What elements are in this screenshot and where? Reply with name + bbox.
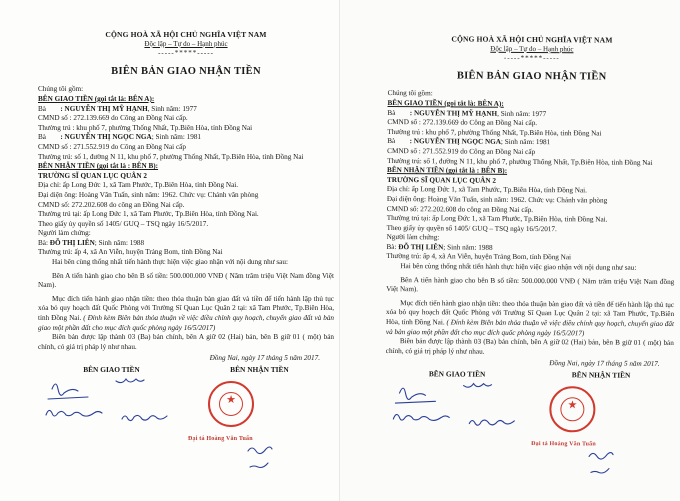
- witness-residence: Thường trú: ấp 4, xã An Viễn, huyện Trảng Bom, tỉnh Đồng Nai: [38, 248, 223, 257]
- document-body-copy: [385, 34, 676, 491]
- signature-area: [38, 375, 334, 485]
- org-representative: Đại diện ông: Hoàng Văn Tuấn, sinh năm: 1962. Chức vụ: Chánh văn phòng: [386, 194, 608, 205]
- party-a1-residence: Thường trú : khu phố 7, phường Thống Nhất, Tp.Biên Hòa, tỉnh Đồng Nai: [387, 127, 602, 138]
- intro-line: Chúng tôi gồm:: [387, 89, 433, 98]
- witness-line: Bà: ĐỖ THỊ LIÊN; Sinh năm: 1988: [386, 242, 493, 252]
- body-copies: Biên bản được lập thành 03 (Ba) bản chính, bên A giữ 02 (Hai) bản, bên B giữ 01 ( một) bản chính, có giá trị pháp lý như nhau.: [385, 337, 674, 356]
- party-a1-residence: Thường trú : khu phố 7, phường Thống Nhất, Tp.Biên Hòa, tỉnh Đồng Nai: [38, 123, 253, 132]
- document-body: [38, 30, 334, 485]
- org-representative: Đại diện ông: Hoàng Văn Tuấn, sinh năm: 1962. Chức vụ: Chánh văn phòng: [38, 190, 259, 199]
- official-stamp: [549, 386, 595, 432]
- giver-heading: BÊN GIAO TIỀN (gọi tắt là: BÊN A):: [387, 98, 504, 108]
- stamp-star-icon: ★: [226, 393, 236, 406]
- date-line: Đồng Nai, ngày 17 tháng 5 năm 2017.: [209, 354, 320, 363]
- document-title: BIÊN BẢN GIAO NHẬN TIỀN: [111, 65, 261, 77]
- body-purpose: Mục đích tiến hành giao nhận tiền: theo thỏa thuận bàn giao đất và tiền để tiến hành lập thủ tục xóa bỏ quy hoạch đất Quốc Phòng với Trường Sĩ Quan Lục Quân 2 tại: xã Tam Phước, Tp.Biên Hòa, tỉnh Đồng Nai. ( Đính kèm Biên bản thỏa thuận về việc điều chỉnh quy hoạch, chuyển giao đất và bàn giao một phần đất cho mục đích quốc phòng ngày 16/5/2017): [38, 294, 335, 332]
- representative-residence: Thường trú tại: ấp Long Đức 1, xã Tam Phước, Tp.Biên Hòa, tỉnh Đồng Nai.: [38, 210, 259, 219]
- witness-residence: Thường trú: ấp 4, xã An Viễn, huyện Trảng Bom, tỉnh Đồng Nai: [386, 252, 572, 262]
- org-address: Địa chỉ: ấp Long Đức 1, xã Tam Phước, Tp.Biên Hòa, tỉnh Đồng Nai.: [38, 181, 239, 190]
- party-a1-id: CMND số : 272.139.669 do Công an Đồng Nai cấp.: [387, 118, 538, 128]
- giver-signature-heading: BÊN GIAO TIỀN: [428, 369, 486, 379]
- org-address: Địa chỉ: ấp Long Đức 1, xã Tam Phước, Tp.Biên Hòa, tỉnh Đồng Nai.: [386, 185, 588, 195]
- handwritten-signatures: [38, 375, 334, 485]
- party-a2-residence: Thường trú: số 1, đường N 11, khu phố 7, phường Thống Nhất, Tp.Biên Hòa, tỉnh Đồng Nai: [387, 156, 653, 167]
- witness-heading: Người làm chứng:: [386, 233, 440, 242]
- stamp-star-icon: ★: [567, 398, 578, 411]
- official-stamp: [208, 381, 254, 427]
- agreement-line: Hai bên cùng thống nhất tiến hành thực hiện việc giao nhận với nội dung như sau:: [400, 262, 637, 272]
- representative-residence: Thường trú tại: ấp Long Đức 1, xã Tam Phước, Tp.Biên Hòa, tỉnh Đồng Nai.: [386, 214, 608, 224]
- star-divider: -----*****-----: [158, 49, 214, 58]
- party-a2: Bà : NGUYỄN THỊ NGỌC NGA; Sinh năm: 1981: [38, 133, 202, 142]
- org-name: TRƯỜNG SĨ QUAN LỤC QUÂN 2: [386, 175, 496, 185]
- receiver-heading: BÊN NHẬN TIỀN (gọi tắt là : BÊN B):: [387, 166, 508, 175]
- body-purpose: Mục đích tiến hành giao nhận tiền: theo thỏa thuận bàn giao đất và tiền để tiến hành lập thủ tục xóa bỏ quy hoạch đất Quốc Phòng với Trường Sĩ Quan Lục Quân 2 tại: xã Tam Phước, Tp.Biên Hòa, tỉnh Đồng Nai. ( Đính kèm Biên bản thỏa thuận về việc điều chỉnh quy hoạch, chuyển giao đất và bàn giao một phần đất cho mục đích quốc phòng ngày 16/5/2017): [385, 298, 675, 338]
- receiver-signature-heading: BÊN NHẬN TIỀN: [571, 370, 631, 380]
- stamp-name-label: Đại tá Hoàng Văn Tuấn: [188, 435, 253, 442]
- org-name: TRƯỜNG SĨ QUAN LỤC QUÂN 2: [38, 171, 147, 180]
- document-title: BIÊN BẢN GIAO NHẬN TIỀN: [456, 70, 607, 83]
- authorization: Theo giấy ủy quyền số 1405/ GUQ – TSQ ngày 16/5/2017.: [38, 219, 209, 228]
- signature-area: [385, 379, 674, 491]
- party-a1-id: CMND số : 272.139.669 do Công an Đồng Nai cấp.: [38, 114, 188, 123]
- body-amount: Bên A tiến hành giao cho bên B số tiền: 500.000.000 VNĐ ( Năm trăm triệu Việt Nam đồng Việt Nam).: [386, 275, 675, 294]
- agreement-line: Hai bên cùng thống nhất tiến hành thực hiện việc giao nhận với nội dung như sau:: [52, 258, 288, 267]
- party-a1: Bà : NGUYỄN THỊ MỸ HẠNH, Sinh năm: 1977: [38, 104, 197, 113]
- party-a1: Bà : NGUYỄN THỊ MỸ HẠNH, Sinh năm: 1977: [387, 108, 547, 118]
- authorization: Theo giấy ủy quyền số 1405/ GUQ – TSQ ngày 16/5/2017.: [386, 223, 557, 233]
- handwritten-signatures: [385, 379, 674, 491]
- party-a2-id: CMND số : 271.552.919 do Công an Đồng Nai cấp: [387, 146, 536, 156]
- national-title: CỘNG HOÀ XÃ HỘI CHỦ NGHĨA VIỆT NAM: [451, 34, 613, 45]
- representative-id: CMND số: 272.202.608 do công an Đồng Nai cấp.: [38, 200, 185, 209]
- giver-signature-heading: BÊN GIAO TIỀN: [83, 365, 140, 374]
- motto: Độc lập – Tự do – Hạnh phúc: [144, 39, 228, 48]
- date-line: Đồng Nai, ngày 17 tháng 5 năm 2017.: [549, 359, 660, 369]
- giver-heading: BÊN GIAO TIỀN (gọi tắt là: BÊN A):: [38, 94, 155, 103]
- motto: Độc lập – Tự do – Hạnh phúc: [490, 44, 574, 53]
- star-divider: -----*****-----: [503, 53, 560, 63]
- national-title: CỘNG HOÀ XÃ HỘI CHỦ NGHĨA VIỆT NAM: [105, 30, 267, 39]
- document-page-right: [340, 0, 680, 501]
- representative-id: CMND số: 272.202.608 do công an Đồng Nai cấp.: [386, 204, 534, 214]
- receiver-heading: BÊN NHẬN TIỀN (gọi tắt là : BÊN B):: [38, 162, 159, 171]
- stamp-name-label: Đại tá Hoàng Văn Tuấn: [531, 440, 596, 448]
- witness-heading: Người làm chứng:: [38, 229, 91, 238]
- intro-line: Chúng tôi gồm:: [38, 85, 84, 94]
- receiver-signature-heading: BÊN NHẬN TIỀN: [230, 365, 289, 374]
- body-amount: Bên A tiến hành giao cho bên B số tiền: 500.000.000 VNĐ ( Năm trăm triệu Việt Nam đồng Việt Nam).: [38, 271, 334, 290]
- party-a2-id: CMND số : 271.552.919 do Công an Đồng Nai cấp: [38, 142, 186, 151]
- signature-headings: [38, 365, 334, 375]
- witness-line: Bà: ĐỖ THỊ LIÊN; Sinh năm: 1988: [38, 238, 145, 247]
- party-a2-residence: Thường trú: số 1, đường N 11, khu phố 7, phường Thống Nhất, Tp.Biên Hòa, tỉnh Đồng Nai: [38, 152, 304, 161]
- party-a2: Bà : NGUYỄN THỊ NGỌC NGA; Sinh năm: 1981: [387, 137, 551, 147]
- body-copies: Biên bản được lập thành 03 (Ba) bản chính, bên A giữ 02 (Hai) bản, bên B giữ 01 ( một) bản chính, có giá trị pháp lý như nhau.: [38, 333, 334, 351]
